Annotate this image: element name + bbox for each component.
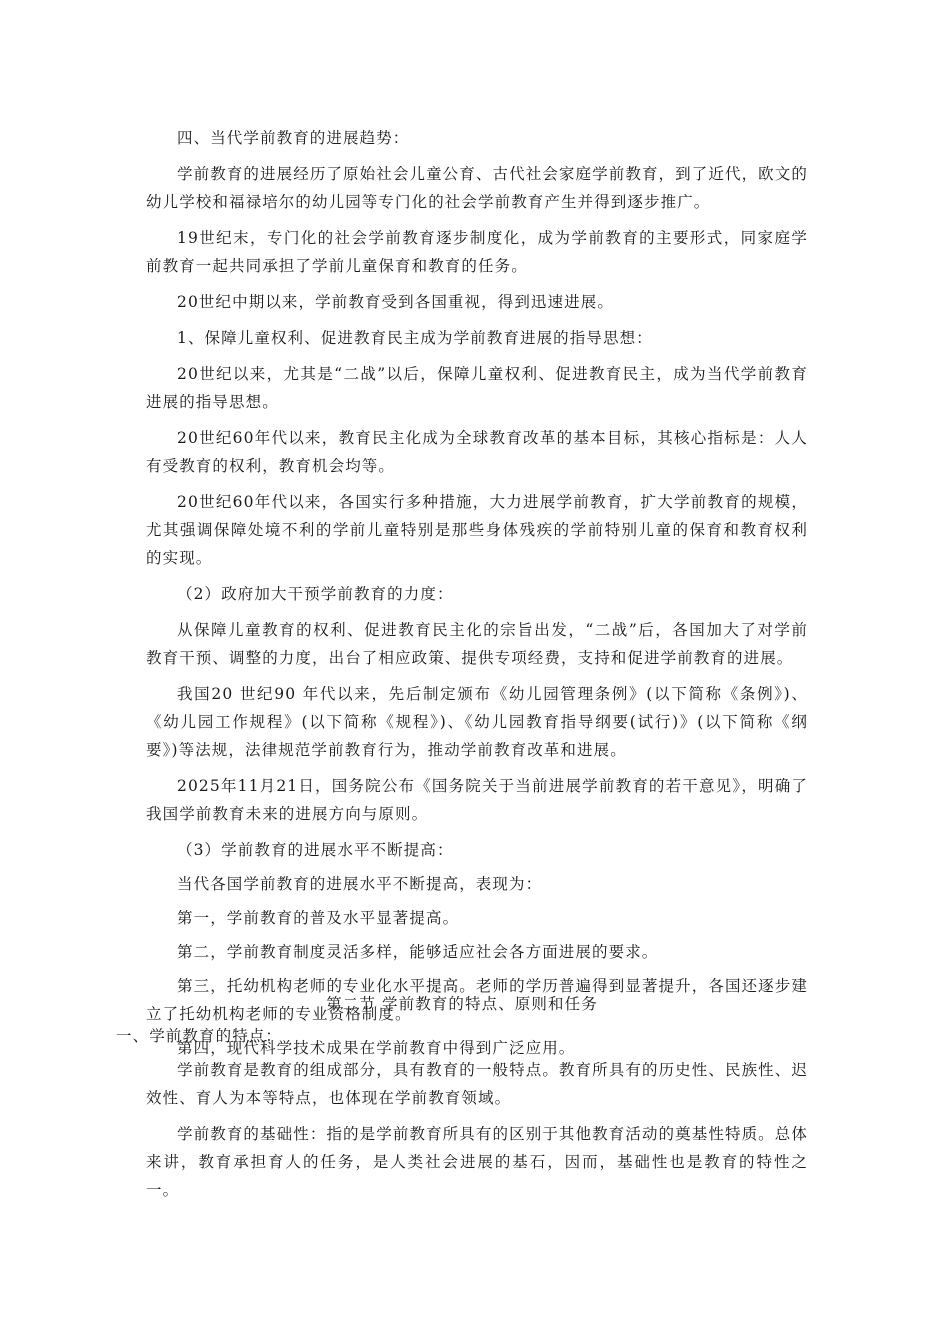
paragraph: 当代各国学前教育的进展水平不断提高，表现为： [177, 875, 543, 893]
section-title: 第二节 学前教育的特点、原则和任务 [326, 995, 598, 1013]
paragraph: 20世纪60年代以来，教育民主化成为全球教育改革的基本目标，其核心指标是：人人有受教育的权利，教育机会均等。 [146, 429, 808, 475]
subheading: 1、保障儿童权利、促进教育民主成为学前教育进展的指导思想： [177, 329, 653, 347]
list-item: 第三，托幼机构老师的专业化水平提高。老师的学历普遍得到显著提升，各国还逐步建立了托幼机构老师的专业资格制度。 [146, 977, 808, 1023]
paragraph: 20世纪以来，尤其是“二战”以后，保障儿童权利、促进教育民主，成为当代学前教育进展的指导思想。 [146, 365, 808, 411]
list-item: 第四，现代科学技术成果在学前教育中得到广泛应用。 [177, 1039, 576, 1057]
paragraph: 我国20 世纪90 年代以来，先后制定颁布《幼儿园管理条例》(以下简称《条例》)、《幼儿园工作规程》(以下简称《规程》)、《幼儿园教育指导纲要(试行)》(以下简称《纲要》)等法规，法律规范学前教育行为，推动学前教育改革和进展。 [146, 685, 808, 759]
list-item: 第一，学前教育的普及水平显著提高。 [177, 909, 460, 927]
page-content [146, 124, 808, 1062]
paragraph: 20世纪60年代以来，各国实行多种措施，大力进展学前教育，扩大学前教育的规模，尤其强调保障处境不利的学前儿童特别是那些身体残疾的学前特别儿童的保育和教育权利的实现。 [146, 493, 808, 567]
paragraph: 从保障儿童教育的权利、促进教育民主化的宗旨出发，“二战”后，各国加大了对学前教育干预、调整的力度，出台了相应政策、提供专项经费，支持和促进学前教育的进展。 [146, 621, 808, 667]
paragraph: 学前教育的进展经历了原始社会儿童公育、古代社会家庭学前教育，到了近代，欧文的幼儿学校和福禄培尔的幼儿园等专门化的社会学前教育产生并得到逐步推广。 [146, 165, 808, 211]
paragraph: 学前教育的基础性：指的是学前教育所具有的区别于其他教育活动的奠基性特质。总体来讲，教育承担育人的任务，是人类社会进展的基石，因而，基础性也是教育的特性之一。 [146, 1125, 808, 1199]
subheading: （2）政府加大干预学前教育的力度： [177, 585, 454, 603]
section-heading: 一、学前教育的特点： [116, 1027, 283, 1045]
paragraph: 学前教育是教育的组成部分，具有教育的一般特点。教育所具有的历史性、民族性、迟效性、育人为本等特点，也体现在学前教育领域。 [146, 1061, 808, 1107]
paragraph: 20世纪中期以来，学前教育受到各国重视，得到迅速进展。 [177, 293, 614, 311]
subheading: （3）学前教育的进展水平不断提高： [177, 841, 454, 859]
paragraph: 19世纪末，专门化的社会学前教育逐步制度化，成为学前教育的主要形式，同家庭学前教育一起共同承担了学前儿童保育和教育的任务。 [146, 229, 808, 275]
section-two [116, 990, 808, 1204]
paragraph: 2025年11月21日，国务院公布《国务院关于当前进展学前教育的若干意见》，明确了我国学前教育未来的进展方向与原则。 [146, 777, 808, 823]
section-four-heading: 四、当代学前教育的进展趋势： [177, 129, 410, 147]
list-item: 第二，学前教育制度灵活多样，能够适应社会各方面进展的要求。 [177, 943, 659, 961]
